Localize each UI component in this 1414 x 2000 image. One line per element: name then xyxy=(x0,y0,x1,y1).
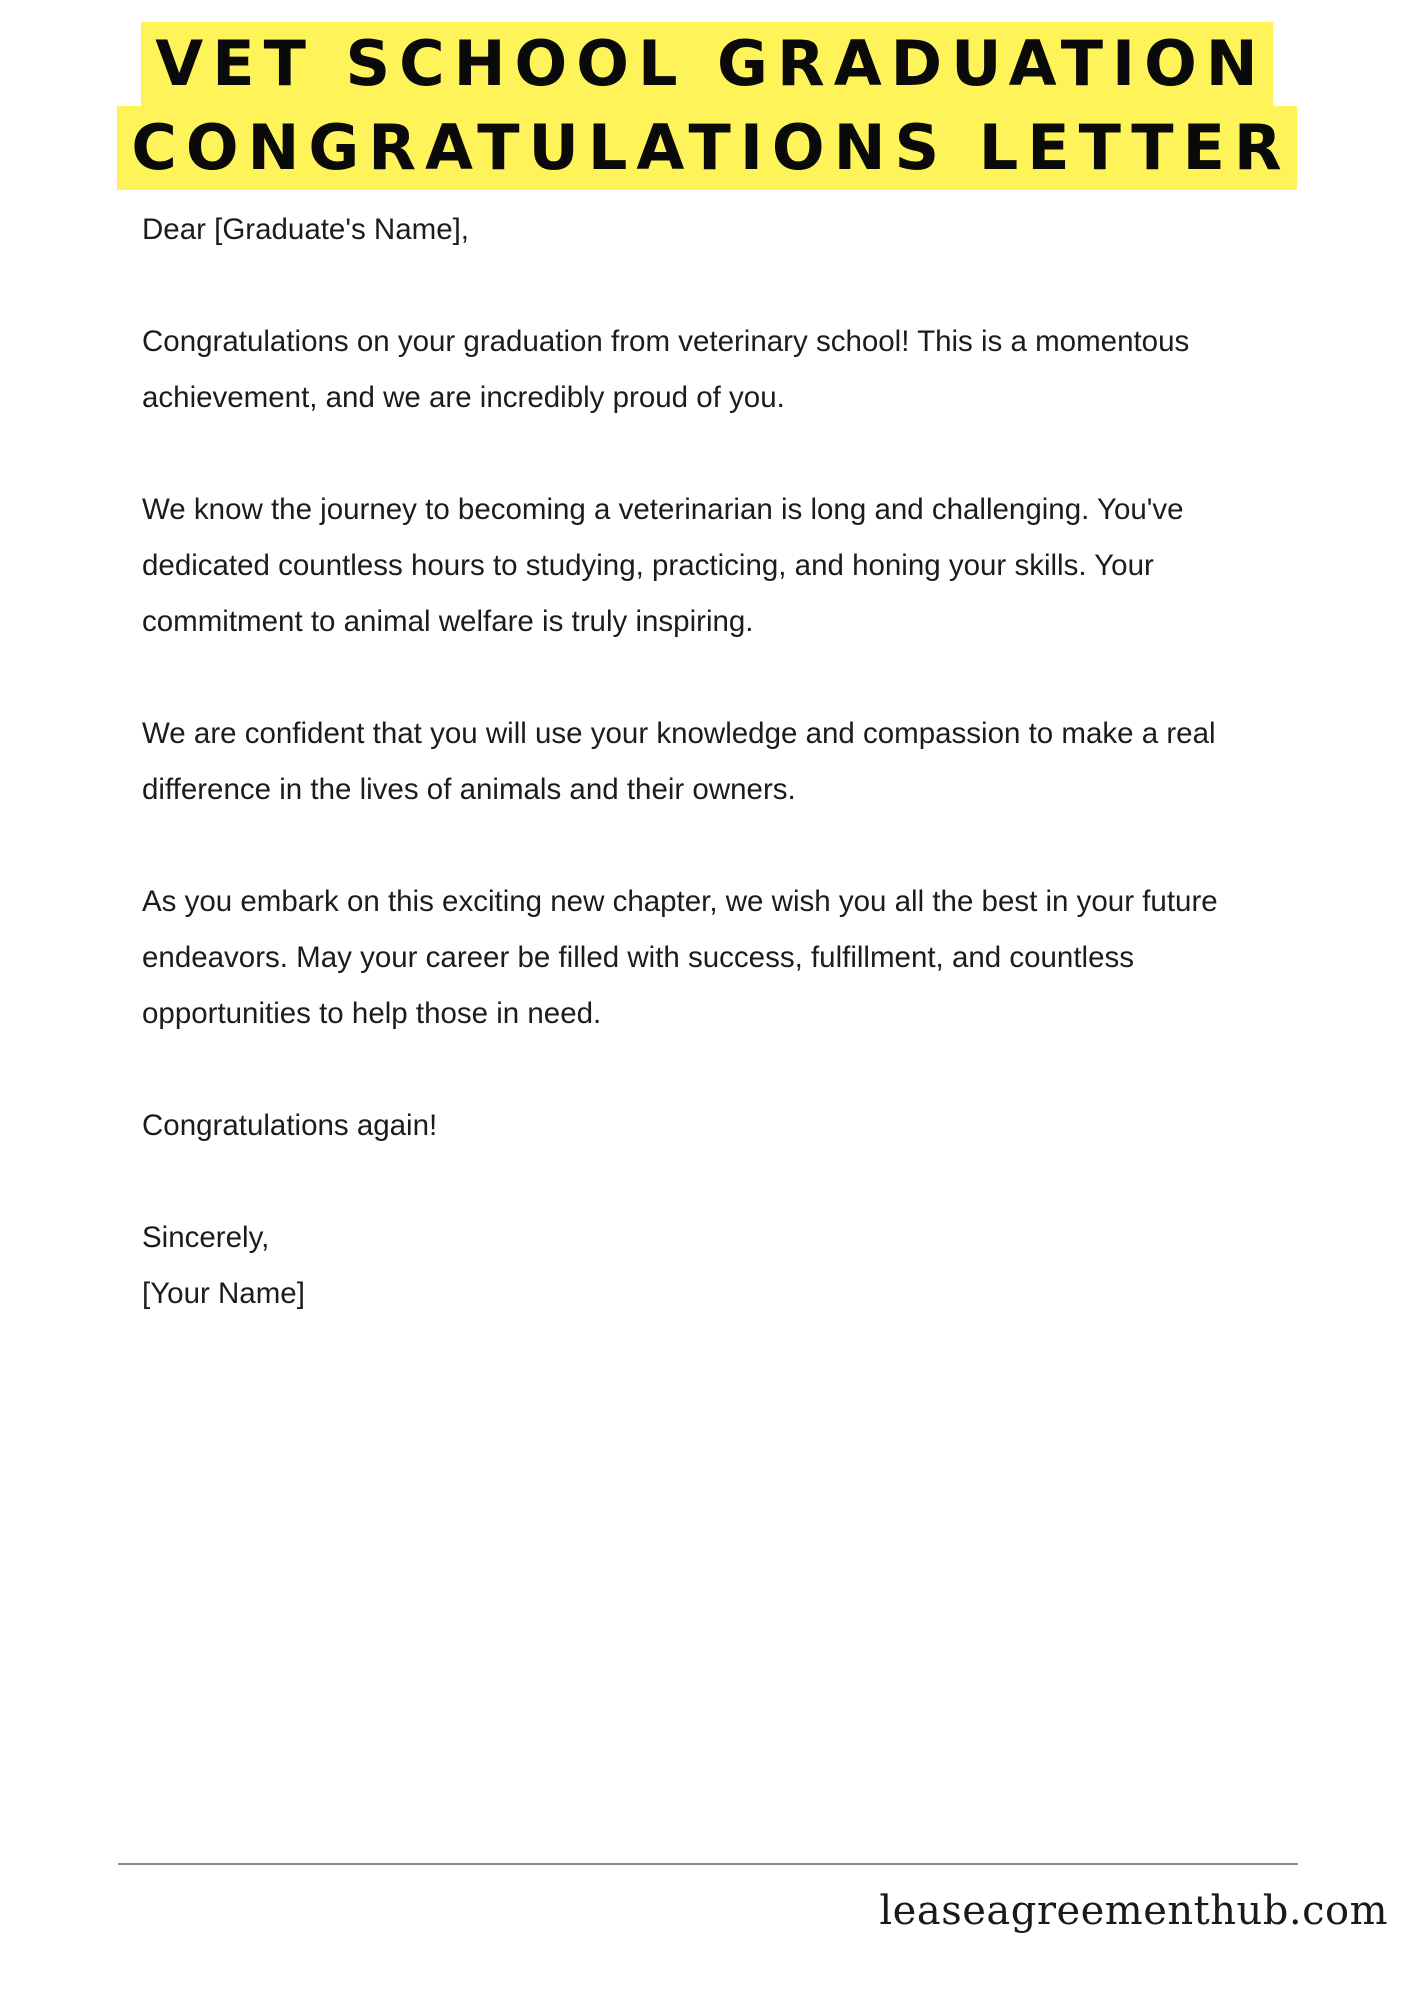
footer-website: leaseagreementhub.com xyxy=(879,1888,1388,1934)
footer-divider xyxy=(118,1863,1298,1865)
salutation: Dear [Graduate's Name], xyxy=(142,213,469,246)
title-line-1: VET SCHOOL GRADUATION xyxy=(141,22,1272,106)
paragraph-new-chapter: As you embark on this exciting new chapter, we wish you all the best in your future endeavors. May your career be filled with success, fulfillment, and countless opportunities to help those in need. xyxy=(142,885,1218,1030)
letter-body xyxy=(142,202,1292,1322)
paragraph-congratulations: Congratulations on your graduation from veterinary school! This is a momentous achievement, and we are incredibly proud of you. xyxy=(142,325,1190,414)
closing: Sincerely, xyxy=(142,1221,270,1254)
paragraph-journey: We know the journey to becoming a veterinarian is long and challenging. You've dedicated countless hours to studying, practicing, and honing your skills. Your commitment to animal welfare is truly inspiring. xyxy=(142,493,1184,638)
title-line-2: CONGRATULATIONS LETTER xyxy=(117,106,1296,190)
signature: [Your Name] xyxy=(142,1277,305,1310)
paragraph-confidence: We are confident that you will use your knowledge and compassion to make a real difference in the lives of animals and their owners. xyxy=(142,717,1216,806)
document-title xyxy=(0,22,1414,190)
paragraph-congratulations-again: Congratulations again! xyxy=(142,1109,438,1142)
